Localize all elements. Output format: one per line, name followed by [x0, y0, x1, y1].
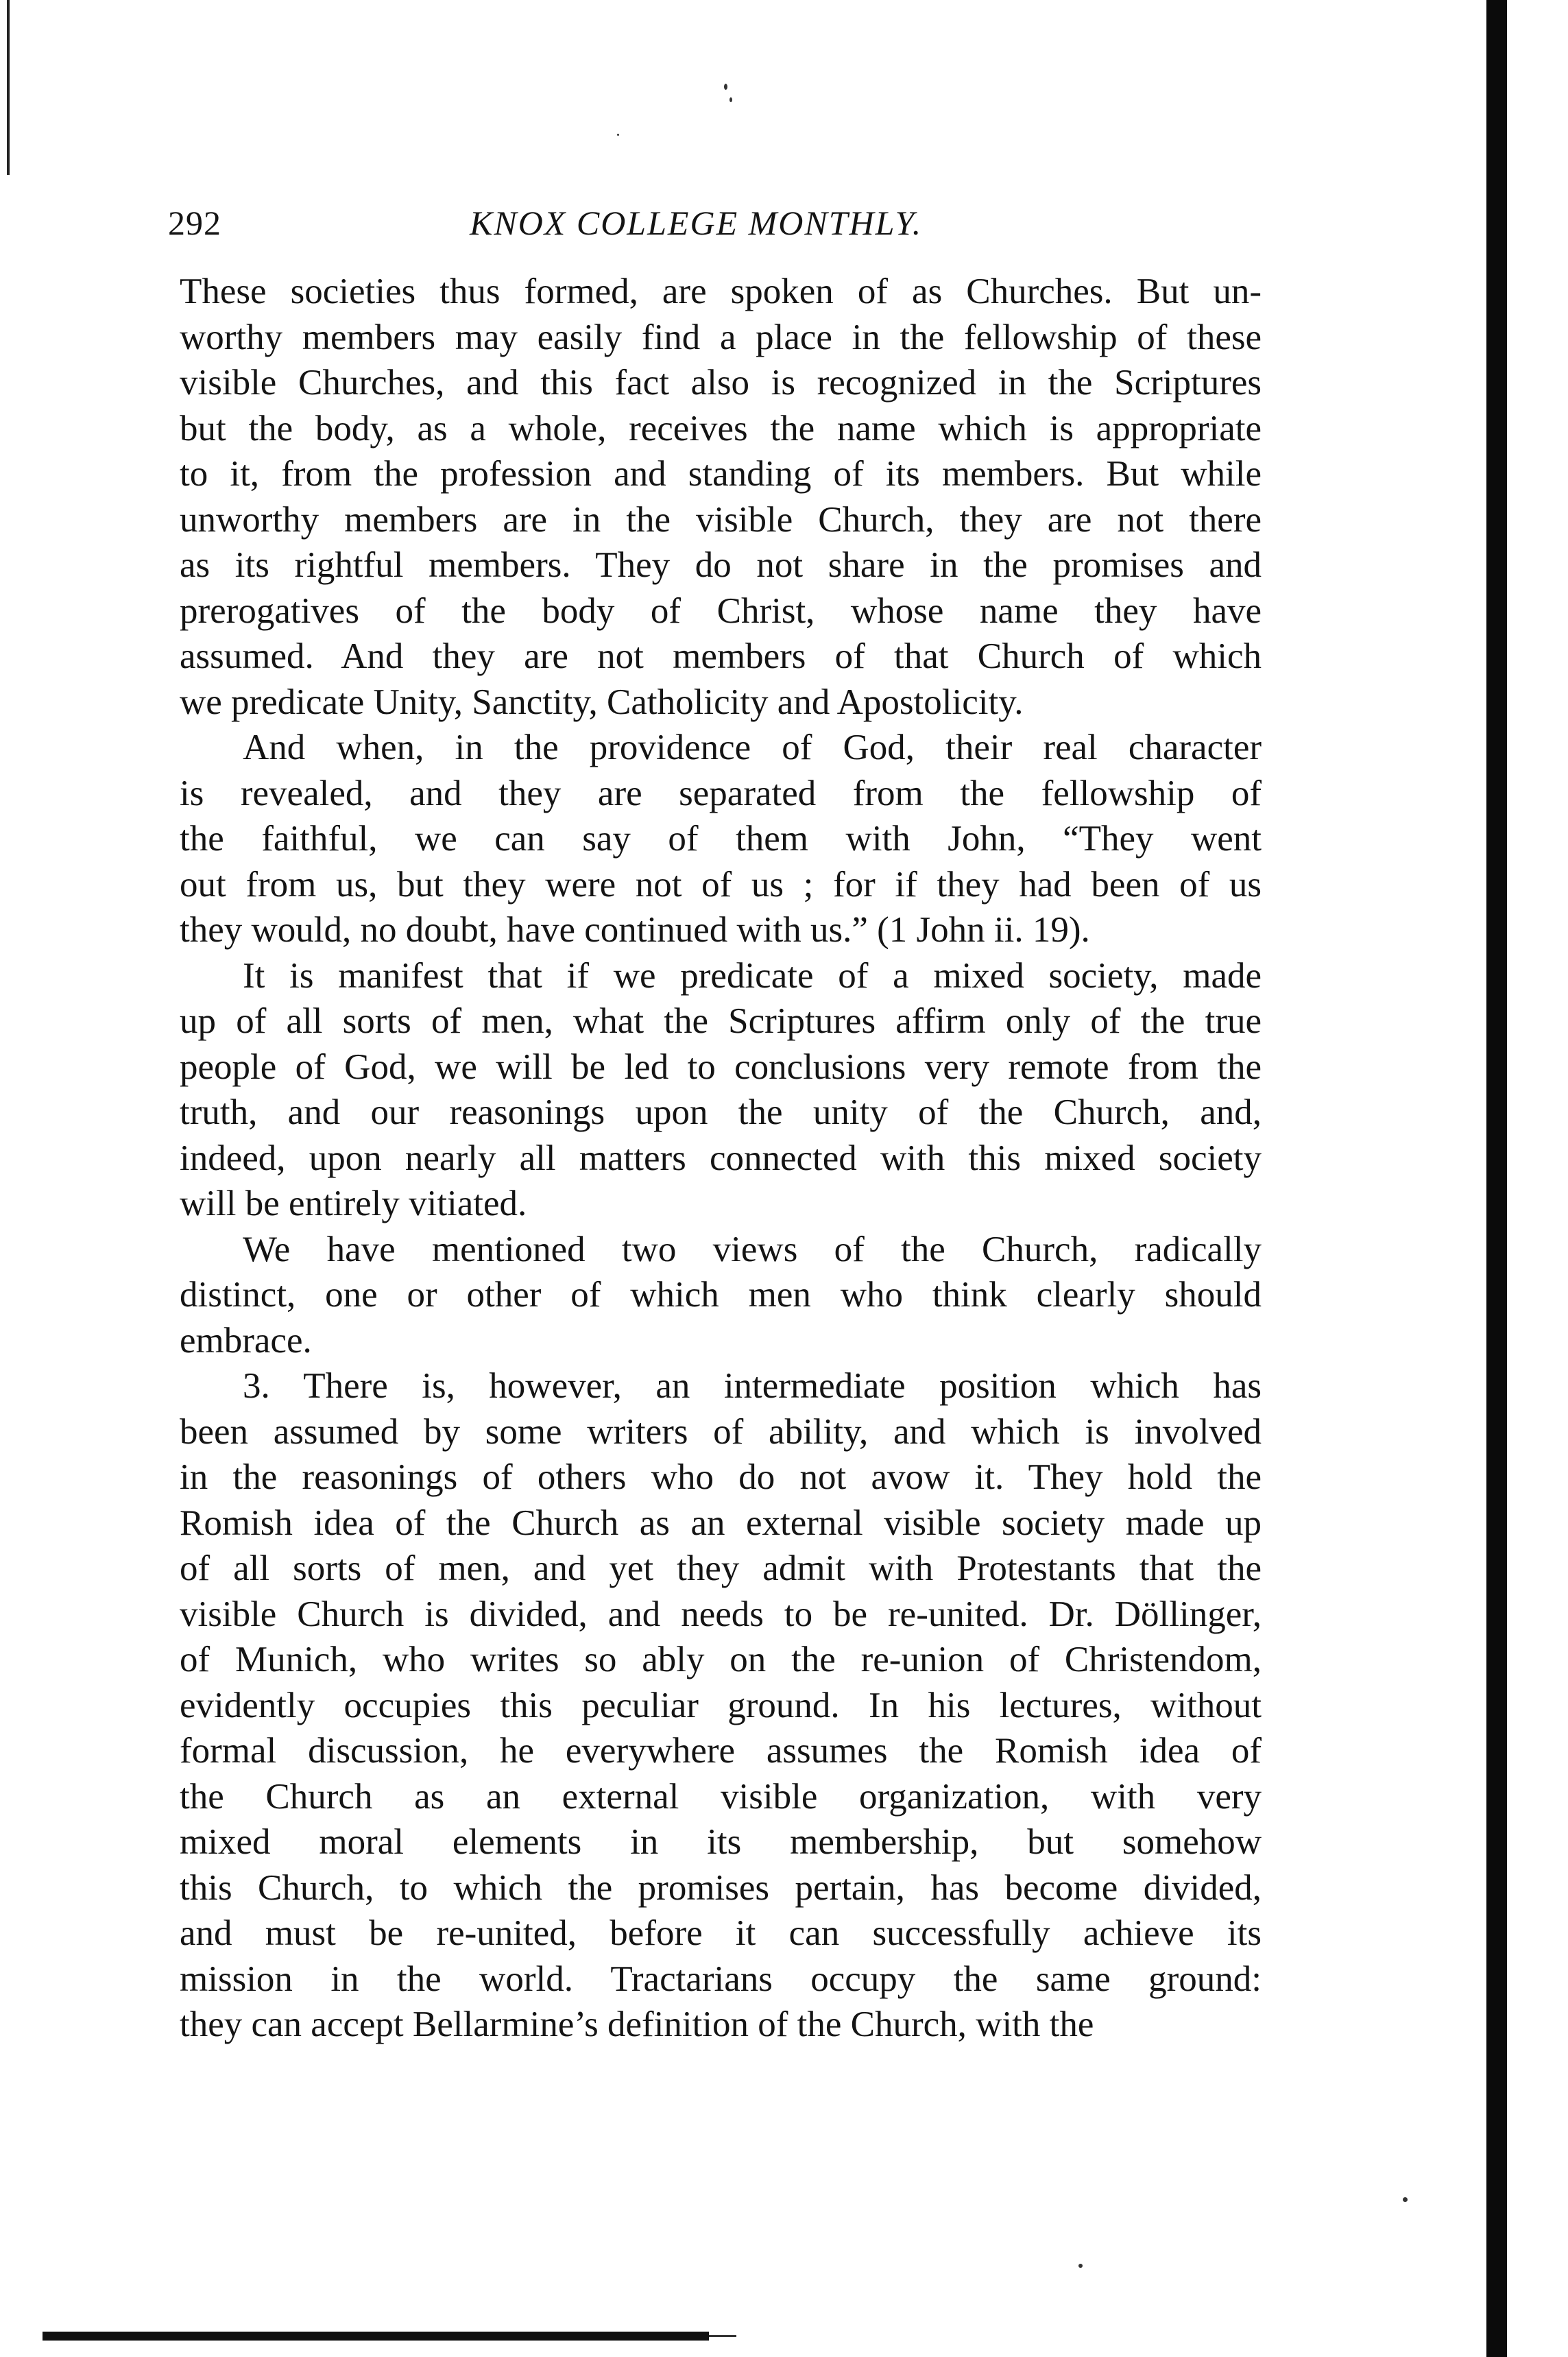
text-line: this Church, to which the promises pertain, has become divided, [180, 1867, 1262, 1908]
text-line: and must be re-united, before it can successfully achieve its [180, 1913, 1262, 1953]
text-line: prerogatives of the body of Christ, whose name they have [180, 590, 1262, 631]
scan-edge-right [1486, 0, 1507, 2357]
paragraph [180, 269, 1262, 725]
text-line: distinct, one or other of which men who think clearly should [180, 1275, 1262, 1315]
scan-speck [617, 134, 619, 136]
text-line: visible Church is divided, and needs to be re-united. Dr. Döllinger, [180, 1594, 1262, 1634]
text-line: the faithful, we can say of them with John, “They went [180, 819, 1262, 859]
text-line: We have mentioned two views of the Church, radically [243, 1229, 1262, 1269]
text-line: we predicate Unity, Sanctity, Catholicity and Apostolicity. [180, 682, 1024, 722]
text-line: to it, from the profession and standing of its members. But while [180, 454, 1262, 494]
paragraph [180, 1227, 1262, 1364]
text-line: embrace. [180, 1320, 312, 1361]
scan-edge-left [7, 0, 10, 175]
text-line: of Munich, who writes so ably on the re-union of Christendom, [180, 1640, 1262, 1679]
text-line: truth, and our reasonings upon the unity of the Church, and, [180, 1092, 1262, 1132]
text-line: assumed. And they are not members of that Church of which [180, 636, 1262, 676]
article-body [180, 269, 1262, 2048]
text-line: up of all sorts of men, what the Scriptures affirm only of the true [180, 1001, 1262, 1041]
text-line: mixed moral elements in its membership, but somehow [180, 1822, 1262, 1862]
scan-speck [724, 84, 727, 90]
text-line: Romish idea of the Church as an external visible society made up [180, 1503, 1262, 1543]
text-line: evidently occupies this peculiar ground. In his lectures, without [180, 1685, 1262, 1725]
scan-edge-bottom [43, 2332, 709, 2341]
text-line: as its rightful members. They do not share in the promises and [180, 545, 1262, 585]
scan-edge-bottom-thin [709, 2335, 736, 2337]
text-line: worthy members may easily find a place in the fellowship of these [180, 317, 1262, 357]
page-number: 292 [168, 204, 221, 242]
text-line: in the reasonings of others who do not avow it. They hold the [180, 1457, 1262, 1497]
text-line: been assumed by some writers of ability, and which is involved [180, 1411, 1262, 1452]
text-line: These societies thus formed, are spoken of as Churches. But un- [180, 272, 1262, 311]
scan-speck [1403, 2197, 1408, 2202]
text-line: people of God, we will be led to conclusions very remote from the [180, 1046, 1262, 1087]
text-line: mission in the world. Tractarians occupy the same ground: [180, 1959, 1262, 1999]
text-line: will be entirely vitiated. [180, 1184, 527, 1223]
text-line: they can accept Bellarmine’s definition of the Church, with the [180, 2005, 1094, 2044]
text-line: is revealed, and they are separated from the fellowship of [180, 773, 1262, 813]
text-line: of all sorts of men, and yet they admit with Protestants that the [180, 1548, 1262, 1588]
paragraph [180, 1363, 1262, 2048]
text-line: It is manifest that if we predicate of a mixed society, made [243, 955, 1262, 996]
text-line: the Church as an external visible organization, with very [180, 1776, 1262, 1817]
text-line: 3. There is, however, an intermediate position which has [243, 1366, 1262, 1406]
scan-speck [729, 97, 732, 102]
paragraph [180, 953, 1262, 1227]
scan-speck [1078, 2264, 1083, 2268]
text-line: indeed, upon nearly all matters connected with this mixed society [180, 1138, 1262, 1178]
text-line: unworthy members are in the visible Church, they are not there [180, 499, 1262, 540]
running-head [168, 199, 1265, 261]
text-line: they would, no doubt, have continued with us.” (1 John ii. 19). [180, 910, 1090, 950]
text-line: visible Churches, and this fact also is recognized in the Scriptures [180, 363, 1262, 403]
text-line: but the body, as a whole, receives the name which is appropriate [180, 408, 1262, 448]
text-line: And when, in the providence of God, their real character [243, 728, 1262, 767]
paragraph [180, 725, 1262, 953]
text-line: out from us, but they were not of us ; for if they had been of us [180, 864, 1262, 905]
journal-title: KNOX COLLEGE MONTHLY. [470, 204, 923, 242]
text-line: formal discussion, he everywhere assumes the Romish idea of [180, 1731, 1262, 1771]
